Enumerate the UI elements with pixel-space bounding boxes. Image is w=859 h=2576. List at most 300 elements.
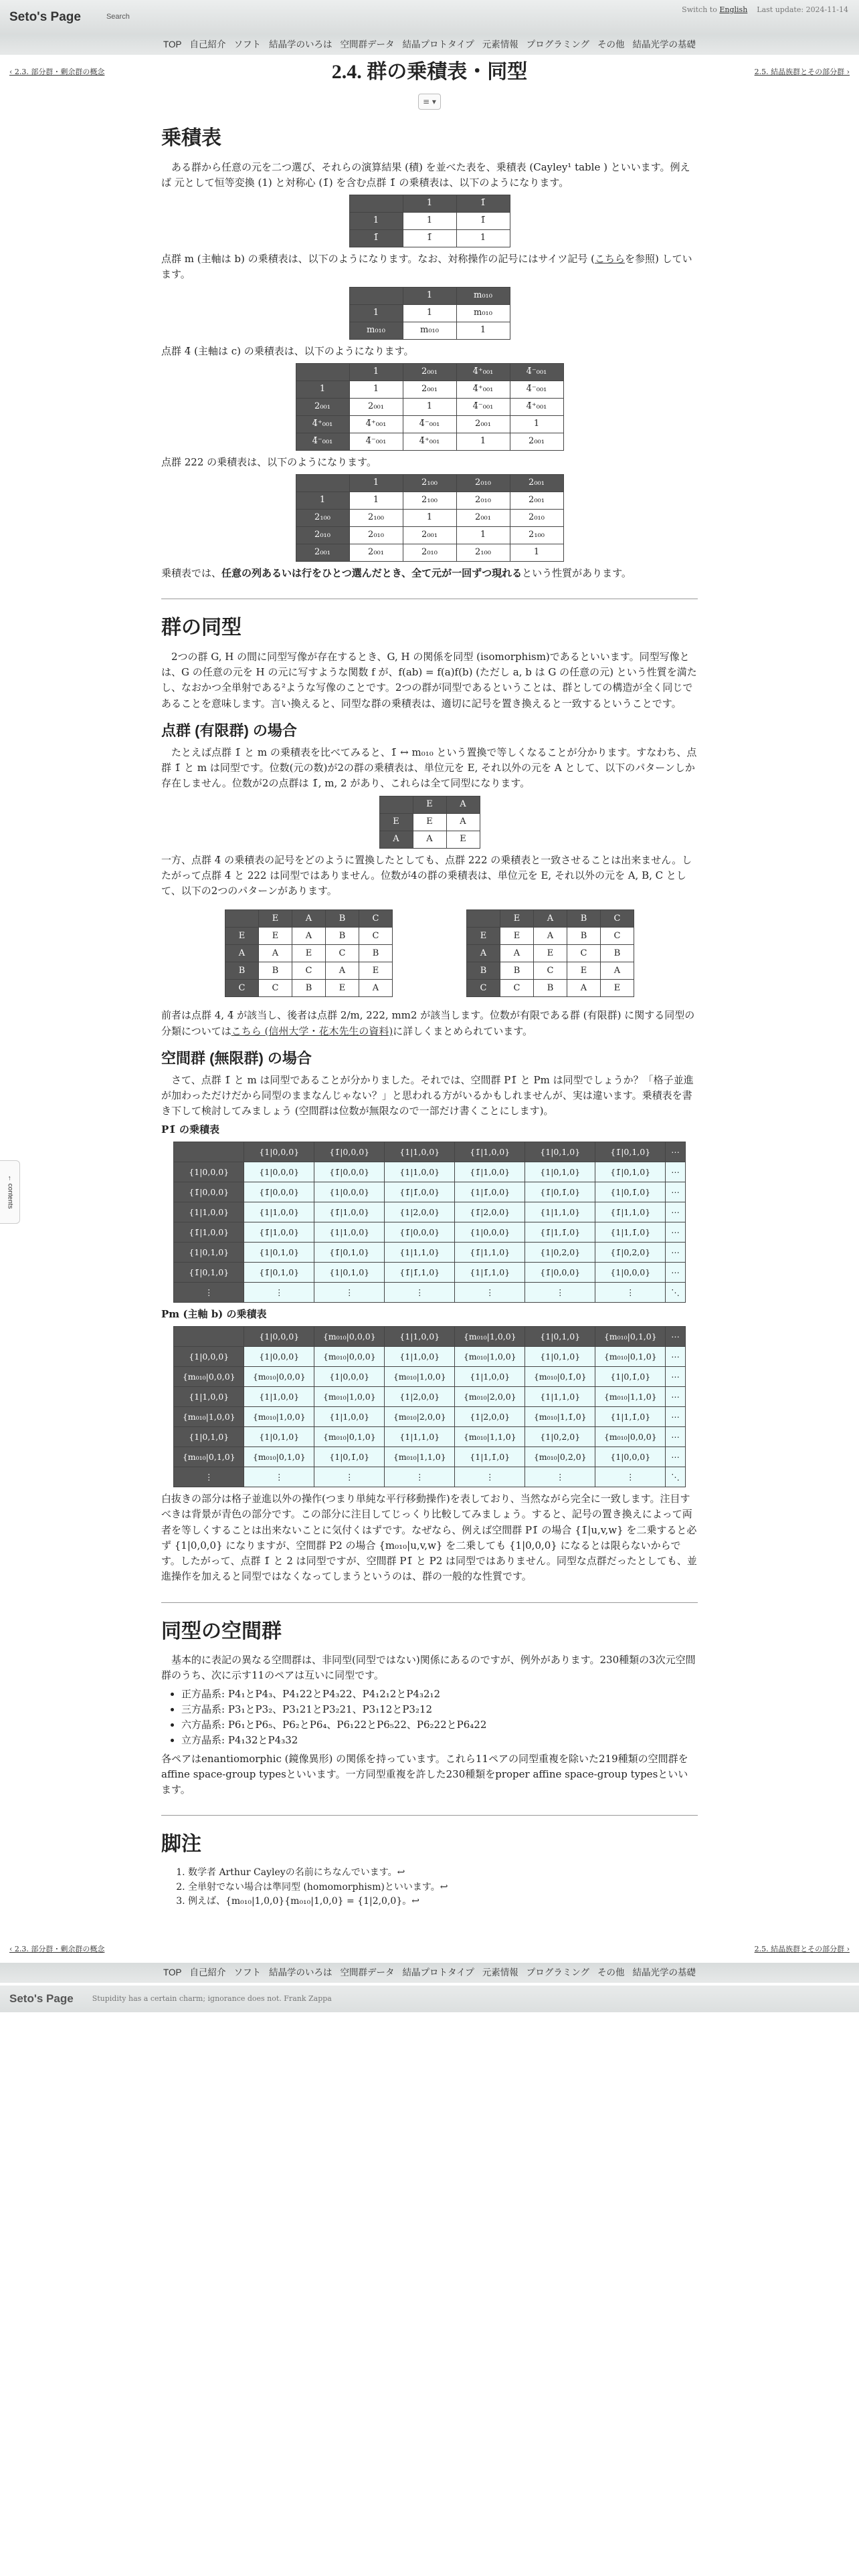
nav-item[interactable]: TOP [163, 39, 182, 49]
nav-item[interactable]: 空間群データ [340, 39, 395, 49]
table-row [296, 475, 563, 492]
order4-cyclic-table [225, 909, 393, 997]
table-cell: ⋯ [666, 1367, 686, 1387]
table-cell: E [359, 962, 393, 980]
table-cell: {1|0,2,0} [525, 1242, 595, 1262]
paragraph: 点群 4̄ (主軸は c) の乗積表は、以下のようになります。 [161, 344, 414, 357]
table-cell: E [601, 980, 634, 997]
table-cell: {m₀₁₀|0,0,0} [174, 1367, 244, 1387]
table-cell: A [567, 980, 601, 997]
table-cell: 2₀₀₁ [510, 475, 563, 492]
table-cell: ⋮ [385, 1467, 455, 1487]
paragraph: 白抜きの部分は格子並進以外の操作(つまり単純な平行移動操作)を表しており、当然ながら完全に一致します。注目すべきは背景が青色の部分です。この部分に注目してじっくり比較してみましょう。すると、記号の置き換えによって両者を等しくすることは出来ないことに気付くはずです。なぜなら、例えば空間群 P1̄ の場合 {1̄|u,v,w} を二乗すると必ず {1|0,0,0} になりますが、空間群 P2 の場合 {m₀₁₀|u,v,w} を二乗しても {1|0,0,0} になるとは限らないからです。したがって、点群 1̄ と 2 は同型ですが、空間群 P1̄ と P2 は同型ではありません。同型な点群だったとしても、並進操作を加えると同型ではなくなってしまうというのは、群の一般的な性質です。 [161, 1493, 697, 1583]
table-row [349, 195, 510, 213]
nav-item[interactable]: 結晶プロトタイプ [402, 39, 474, 49]
table-row [296, 363, 563, 381]
table-cell: 4̄⁻₀₀₁ [510, 381, 563, 398]
table-cell: B [567, 910, 601, 928]
next-page-link-bottom[interactable]: 2.5. 結晶族群とその部分群 › [754, 1945, 850, 1954]
table-cell: 2₀₀₁ [403, 381, 456, 398]
paragraph: 基本的に表記の異なる空間群は、非同型(同型ではない)関係にあるのですが、例外があります。230種類の3次元空間群のうち、次に示す11のペアは互いに同型です。 [161, 1654, 696, 1682]
table-cell: {1|1,0,0} [174, 1387, 244, 1407]
table-row [296, 544, 563, 562]
language-switch-link[interactable]: English [719, 5, 748, 14]
table-cell: C [359, 928, 393, 945]
table-cell: {1̄|2,0,0} [455, 1202, 525, 1222]
table-cell: {1|2,0,0} [385, 1387, 455, 1407]
table-cell: {1̄|0,0,0} [174, 1182, 244, 1202]
global-nav-bottom [0, 1963, 859, 1983]
table-cell: 4̄⁻₀₀₁ [456, 398, 510, 415]
nav-item[interactable]: ソフト [233, 1967, 261, 1977]
table-cell: ⋯ [666, 1162, 686, 1182]
table-row [467, 910, 634, 928]
table-cell: {m₀₁₀|0,0,0} [244, 1367, 314, 1387]
table-cell: ⋱ [666, 1467, 686, 1487]
table-cell: {m₀₁₀|0,0,0} [314, 1327, 385, 1347]
table-cell: 1 [510, 415, 563, 433]
table-cell: {1̄|0,0,0} [525, 1262, 595, 1282]
table-row [225, 945, 393, 962]
table-cell: 1 [456, 322, 510, 339]
footer [0, 1985, 859, 2012]
table-cell: ⋮ [525, 1467, 595, 1487]
table-cell: {1̄|0,1̄,0} [525, 1182, 595, 1202]
table-cell: {1|1,1,0} [385, 1242, 455, 1262]
table-cell: 4̄⁺₀₀₁ [510, 398, 563, 415]
table-cell: E [413, 796, 446, 813]
nav-item[interactable]: TOP [163, 1967, 182, 1977]
table-cell: 4̄⁻₀₀₁ [403, 415, 456, 433]
table-cell: {1|0,1,0} [525, 1347, 595, 1367]
prev-page-link-bottom[interactable]: ‹ 2.3. 部分群・剰余群の概念 [9, 1945, 105, 1954]
nav-item[interactable]: 元素情報 [482, 39, 518, 49]
footnotes-list [188, 1866, 698, 1909]
table-cell: {1̄|0,0,0} [385, 1222, 455, 1242]
table-cell: 2₀₀₁ [456, 415, 510, 433]
paragraph: 各ペアはenantiomorphic (鏡像異形) の関係を持っています。これら11ペアの同型重複を除いた219種類の空間群をaffine space-group typesといいます。一方同型重複を許した230種類をproper affine space-group typesといいます。 [161, 1752, 688, 1796]
table-row [225, 928, 393, 945]
table-cell: E [467, 928, 500, 945]
switch-prefix: Switch to [682, 5, 717, 14]
top-bar [0, 0, 859, 35]
table-cell: ⋯ [666, 1387, 686, 1407]
table-cell: {m₀₁₀|0,1,0} [314, 1427, 385, 1447]
table-cell: {1|1,0,0} [314, 1407, 385, 1427]
table-cell: C [292, 962, 326, 980]
table-cell: 1 [349, 492, 403, 510]
table-cell: {m₀₁₀|0,1,0} [244, 1447, 314, 1467]
table-cell: E [534, 945, 567, 962]
table-cell: C [467, 980, 500, 997]
table-cell: {1|0,0,0} [314, 1182, 385, 1202]
table-cell: E [500, 928, 534, 945]
table-cell: ⋯ [666, 1327, 686, 1347]
section-title-isomorphism: 群の同型 [161, 617, 242, 639]
table-cell: B [225, 962, 259, 980]
table-cell: B [567, 928, 601, 945]
footnote[interactable]: 2. 全単射でない場合は準同型 (homomorphism)といいます。↩ [188, 1881, 698, 1895]
shinshu-reference-link[interactable]: こちら (信州大学・花木先生の資料) [231, 1025, 393, 1037]
table-cell: {m₀₁₀|0,1,0} [595, 1347, 666, 1367]
nav-item[interactable]: 空間群データ [340, 1967, 395, 1977]
footer-quote: Stupidity has a certain charm; ignorance does not. Frank Zappa [92, 1994, 332, 2004]
paragraph: 一方、点群 4̄ の乗積表の記号をどのように置換したとしても、点群 222 の乗積表と一致させることは出来ません。したがって点群 4̄ と 222 は同型ではありません。位数が4の群の乗積表は、単位元を E, それ以外の元を A, B, C として、以下の2つのパターンがあります。 [161, 853, 692, 897]
table-cell [174, 1327, 244, 1347]
table-cell: C [601, 910, 634, 928]
table-cell: 4̄⁻₀₀₁ [510, 363, 563, 381]
table-cell: 1 [456, 230, 510, 247]
table-cell: {m₀₁₀|0,1,0} [595, 1327, 666, 1347]
table-cell: {1|0,1,0} [244, 1242, 314, 1262]
table-row [174, 1427, 686, 1447]
table-cell: A [534, 928, 567, 945]
nav-item[interactable]: 自己紹介 [189, 39, 226, 49]
table-cell: 2₀₁₀ [296, 527, 349, 544]
table-cell: {m₀₁₀|1,1,0} [385, 1447, 455, 1467]
table-cell: 2₀₀₁ [349, 544, 403, 562]
table-cell: 4̄⁺₀₀₁ [456, 381, 510, 398]
nav-item[interactable]: 結晶光学の基礎 [632, 39, 696, 49]
table-cell: A [379, 831, 413, 848]
table-cell: C [500, 980, 534, 997]
table-cell [467, 910, 500, 928]
table-cell: ⋮ [244, 1467, 314, 1487]
cayley-table-p1bar [173, 1142, 686, 1303]
paragraph: 点群 222 の乗積表は、以下のようになります。 [161, 455, 377, 468]
table-row [296, 527, 563, 544]
table-cell: A [292, 910, 326, 928]
table-cell: {1|0,1,0} [525, 1162, 595, 1182]
table-cell: C [601, 928, 634, 945]
table-row [174, 1447, 686, 1467]
table-cell: A [413, 831, 446, 848]
table-cell: 1̄ [403, 230, 456, 247]
table-cell: 1 [403, 398, 456, 415]
table-cell: B [601, 945, 634, 962]
table-cell: B [500, 962, 534, 980]
table-cell: {1̄|0,1,0} [244, 1262, 314, 1282]
table-cell: A [500, 945, 534, 962]
table-cell: {1̄|0,0,0} [314, 1162, 385, 1182]
table-cell: 2₀₁₀ [456, 475, 510, 492]
table-cell: C [359, 910, 393, 928]
table-cell: 2₀₀₁ [349, 398, 403, 415]
table-cell [296, 475, 349, 492]
table-cell: 2₁₀₀ [296, 510, 349, 527]
table-cell [225, 910, 259, 928]
table-cell: {m₀₁₀|1,0,0} [455, 1327, 525, 1347]
table-cell: 1 [296, 492, 349, 510]
table-cell: A [446, 796, 480, 813]
table-cell: 1 [403, 213, 456, 230]
nav-item[interactable]: その他 [597, 1967, 625, 1977]
table-cell: {1|1,0,0} [455, 1367, 525, 1387]
table-cell: 2₀₀₁ [510, 492, 563, 510]
table-cell: 4̄⁺₀₀₁ [349, 415, 403, 433]
table-cell: ⋯ [666, 1242, 686, 1262]
table-cell: {1|0,0,0} [244, 1347, 314, 1367]
table-cell: {1|1,0,0} [244, 1202, 314, 1222]
table-cell: 1 [456, 433, 510, 450]
subsection-title-infinite: 空間群 (無限群) の場合 [161, 1049, 312, 1067]
table-cell: E [413, 813, 446, 831]
table-cell: {m₀₁₀|2,0,0} [385, 1407, 455, 1427]
table-cell: ⋮ [525, 1282, 595, 1302]
nav-item[interactable]: 元素情報 [482, 1967, 518, 1977]
bold-text: 任意の列あるいは行をひとつ選んだとき、全て元が一回ずつ現れる [221, 567, 522, 579]
table-row [174, 1242, 686, 1262]
search-link[interactable]: Search [106, 13, 130, 21]
table-cell: {1|0,1̄,0} [314, 1447, 385, 1467]
table-cell: A [601, 962, 634, 980]
table-row [225, 980, 393, 997]
table-cell: A [446, 813, 480, 831]
nav-item[interactable]: 結晶プロトタイプ [402, 1967, 474, 1977]
paragraph [161, 251, 698, 283]
table-row [467, 928, 634, 945]
table-row [174, 1347, 686, 1367]
table-cell: 1 [296, 381, 349, 398]
table-caption-p1bar: P1̄ の乗積表 [161, 1123, 219, 1136]
table-cell: E [292, 945, 326, 962]
table-cell: {1|1,1̄,0} [455, 1447, 525, 1467]
table-row [467, 962, 634, 980]
table-cell: {1̄|0,0,0} [314, 1142, 385, 1162]
table-cell: E [567, 962, 601, 980]
table-cell: 1̄ [456, 213, 510, 230]
table-cell: 2₁₀₀ [403, 492, 456, 510]
prev-page-link[interactable]: ‹ 2.3. 部分群・剰余群の概念 [9, 68, 105, 77]
table-cell: {1|2,0,0} [385, 1202, 455, 1222]
paragraph: さて、点群 1̄ と m は同型であることが分かりました。それでは、空間群 P1̄ と Pm は同型でしょうか？「格子並進が加わっただけだから同型のままなんじゃない？」と思われる方がいるかもしれませんが、実は違います。乗積表を書き下して検討してみましょう (空間群は位数が無限なので一部だけ書くことにします)。 [161, 1073, 694, 1117]
table-cell: ⋮ [244, 1282, 314, 1302]
table-cell: m₀₁₀ [403, 322, 456, 339]
table-row [349, 230, 510, 247]
table-row [349, 304, 510, 322]
table-row [174, 1282, 686, 1302]
table-cell: {m₀₁₀|1,0,0} [455, 1347, 525, 1367]
contents-side-tab[interactable]: ← contents [0, 1160, 20, 1224]
table-cell: B [326, 928, 359, 945]
table-cell: {1̄|0,0,0} [244, 1182, 314, 1202]
cayley-table-m [349, 287, 510, 340]
footnote[interactable]: 1. 数学者 Arthur Cayleyの名前にちなんでいます。↩ [188, 1866, 698, 1881]
list-item: • 三方晶系: P3₁とP3₂、P3₁21とP3₂21、P3₁12とP3₂12 [181, 1702, 698, 1717]
table-row [174, 1367, 686, 1387]
nav-item[interactable]: ソフト [233, 39, 261, 49]
table-cell: {1̄|1,1,0} [595, 1202, 666, 1222]
site-title[interactable]: Seto's Page [9, 10, 81, 25]
main-content [161, 123, 698, 1909]
next-page-link[interactable]: 2.5. 結晶族群とその部分群 › [754, 68, 850, 77]
seitz-symbol-link[interactable]: こちら [594, 253, 625, 265]
table-cell: {1|1,0,0} [314, 1222, 385, 1242]
footnote[interactable]: 3. 例えば、{m₀₁₀|1,0,0}{m₀₁₀|1,0,0} = {1|2,0,0}。↩ [188, 1895, 698, 1909]
table-cell: ⋮ [314, 1467, 385, 1487]
nav-item[interactable]: その他 [597, 39, 625, 49]
table-row [174, 1182, 686, 1202]
table-cell: {m₀₁₀|0,1,0} [174, 1447, 244, 1467]
nav-item[interactable]: プログラミング [526, 1967, 590, 1977]
paragraph: 2つの群 G, H の間に同型写像が存在するとき、G, H の関係を同型 (isomorphism)であるといいます。同型写像とは、G の任意の元を H の元に写すような関数 f が、f(ab) = f(a)f(b) (ただし a, b は G の任意の元) という性質を満たし、なおかつ全単射である²ような写像のことです。2つの群が同型であるということは、群としての構造が全く同じであることを意味します。言い換えると、同型な群の乗積表は、適切に記号を置き換えると一致するということです。 [161, 650, 697, 710]
table-caption-pm: Pm (主軸 b) の乗積表 [161, 1307, 267, 1320]
table-cell: {m₀₁₀|2,0,0} [455, 1387, 525, 1407]
table-cell: 1 [403, 195, 456, 213]
table-cell: ⋮ [385, 1282, 455, 1302]
table-cell: 1̄ [349, 230, 403, 247]
list-item: • 六方晶系: P6₁とP6₅、P6₂とP6₄、P6₁22とP6₅22、P6₂22とP6₄22 [181, 1717, 698, 1733]
table-cell: ⋮ [314, 1282, 385, 1302]
table-cell: ⋯ [666, 1222, 686, 1242]
table-cell: E [259, 928, 292, 945]
table-cell: {1|1̄,1,0} [455, 1262, 525, 1282]
order4-klein-table [466, 909, 634, 997]
table-cell: ⋮ [455, 1467, 525, 1487]
table-cell: {1|0,0,0} [244, 1327, 314, 1347]
table-cell: {1̄|0,2,0} [595, 1242, 666, 1262]
table-cell: 4̄⁻₀₀₁ [296, 433, 349, 450]
isomorphic-pairs-list [181, 1687, 698, 1749]
nav-item[interactable]: 結晶学のいろは [268, 1967, 332, 1977]
table-cell: {1|1,1,0} [385, 1427, 455, 1447]
table-cell: C [225, 980, 259, 997]
table-cell: 2₀₀₁ [403, 527, 456, 544]
table-cell: 2₀₁₀ [349, 527, 403, 544]
table-cell: {1|1,0,0} [385, 1347, 455, 1367]
table-cell [296, 363, 349, 381]
table-cell: {m₀₁₀|1,0,0} [314, 1387, 385, 1407]
table-cell: 2₀₀₁ [456, 510, 510, 527]
table-cell: {m₀₁₀|1,0,0} [174, 1407, 244, 1427]
paragraph: たとえば点群 1̄ と m の乗積表を比べてみると、1̄ ↔ m₀₁₀ という置換で等しくなることが分かります。すなわち、点群 1̄ と m は同型です。位数(元の数)が2の群の乗積表は、単位元を E, それ以外の元を A として、以下のパターンしか存在しません。位数が2の点群は 1̄, m, 2 があり、これらは全て同型になります。 [161, 746, 697, 790]
last-update: Last update: 2024-11-14 [757, 5, 848, 14]
table-cell: 1 [349, 363, 403, 381]
table-cell: A [259, 945, 292, 962]
table-row [174, 1387, 686, 1407]
table-cell: B [259, 962, 292, 980]
table-cell: 1 [349, 304, 403, 322]
cayley-table-222 [296, 474, 564, 562]
table-cell: {1|0,1,0} [525, 1142, 595, 1162]
table-cell: 2₁₀₀ [403, 475, 456, 492]
table-cell: 1 [456, 527, 510, 544]
table-cell: A [326, 962, 359, 980]
table-cell: 4̄⁻₀₀₁ [349, 433, 403, 450]
table-cell: 4̄⁺₀₀₁ [296, 415, 349, 433]
cayley-table-1bar [349, 195, 510, 247]
table-cell: E [446, 831, 480, 848]
table-cell: E [326, 980, 359, 997]
table-cell: m₀₁₀ [456, 304, 510, 322]
table-cell: B [292, 980, 326, 997]
table-cell: {1̄|0,1,0} [314, 1242, 385, 1262]
table-cell: 2₁₀₀ [349, 510, 403, 527]
table-cell: {1|1,1,0} [525, 1202, 595, 1222]
table-cell: {1|1,1,0} [525, 1387, 595, 1407]
table-row [296, 398, 563, 415]
table-cell: {1|0,1,0} [174, 1242, 244, 1262]
table-cell: {1|0,0,0} [174, 1347, 244, 1367]
paragraph: ある群から任意の元を二つ選び、それらの演算結果 (積) を並べた表を、乗積表 (Cayley¹ table ) といいます。例えば 元として恒等変換 (1) と対称心 (1̄) を含む点群 1̄ の乗積表は、以下のようになります。 [161, 160, 690, 189]
table-cell: E [500, 910, 534, 928]
cayley-table-4bar [296, 363, 564, 451]
section-title-multiplication-table: 乗積表 [161, 127, 221, 149]
top-right-info [682, 4, 848, 15]
table-cell: {1̄|0,1,0} [595, 1162, 666, 1182]
nav-item[interactable]: 結晶光学の基礎 [632, 1967, 696, 1977]
page-title: 2.4. 群の乗積表・同型 [331, 60, 528, 83]
nav-item[interactable]: プログラミング [526, 39, 590, 49]
page-nav-top [0, 55, 859, 90]
table-row [296, 492, 563, 510]
table-cell: ⋮ [455, 1282, 525, 1302]
table-row [174, 1222, 686, 1242]
toc-toggle-button[interactable]: ≡ ▾ [418, 94, 441, 110]
table-cell: {1|0,1,0} [174, 1427, 244, 1447]
table-cell: {1|0,0,0} [244, 1142, 314, 1162]
table-row [174, 1467, 686, 1487]
table-row [467, 980, 634, 997]
table-cell: ⋯ [666, 1262, 686, 1282]
table-cell: {1|0,2,0} [525, 1427, 595, 1447]
table-cell: A [359, 980, 393, 997]
table-cell: {1|1̄,0,0} [455, 1182, 525, 1202]
table-cell: {1̄|1̄,1,0} [385, 1262, 455, 1282]
paragraph [161, 566, 698, 581]
divider [161, 1815, 698, 1816]
table-cell: {1|0,1̄,0} [595, 1367, 666, 1387]
table-row [174, 1407, 686, 1427]
table-cell: 2₀₁₀ [456, 492, 510, 510]
table-cell: m₀₁₀ [456, 287, 510, 304]
table-cell: 1 [403, 304, 456, 322]
table-row [225, 910, 393, 928]
table-cell: 2₁₀₀ [456, 544, 510, 562]
table-cell: {1|0,1,0} [525, 1327, 595, 1347]
page-nav-bottom [0, 1936, 859, 1963]
table-row [296, 415, 563, 433]
table-row [379, 796, 480, 813]
table-cell: {m₀₁₀|0,1̄,0} [525, 1367, 595, 1387]
table-cell: {1|0,0,0} [244, 1162, 314, 1182]
table-cell: {m₀₁₀|1,0,0} [385, 1367, 455, 1387]
table-cell: E [379, 813, 413, 831]
table-cell: 4̄⁺₀₀₁ [403, 433, 456, 450]
order4-tables [188, 905, 671, 1001]
order2-group-table [379, 796, 480, 849]
table-cell: ⋮ [595, 1467, 666, 1487]
divider [161, 1602, 698, 1603]
nav-item[interactable]: 自己紹介 [189, 1967, 226, 1977]
table-cell: C [567, 945, 601, 962]
table-cell: ⋯ [666, 1182, 686, 1202]
section-title-footnotes: 脚注 [161, 1833, 201, 1856]
list-item: • 正方晶系: P4₁とP4₃、P4₁22とP4₃22、P4₁2₁2とP4₃2₁2 [181, 1687, 698, 1702]
table-cell: 2₀₀₁ [510, 433, 563, 450]
table-cell: ⋯ [666, 1407, 686, 1427]
table-cell: E [225, 928, 259, 945]
table-cell: {m₀₁₀|0,0,0} [314, 1347, 385, 1367]
table-cell: {1̄|1,0,0} [455, 1162, 525, 1182]
table-cell: {1̄|1,1̄,0} [525, 1222, 595, 1242]
table-cell: {1|0,0,0} [455, 1222, 525, 1242]
table-row [296, 381, 563, 398]
text: 前者は点群 4, 4̄ が該当し、後者は点群 2/m, 222, mm2 が該当します。位数が有限である群 (有限群) に関する同型の分類については [161, 1009, 695, 1037]
nav-item[interactable]: 結晶学のいろは [268, 39, 332, 49]
table-cell: {1|1,0,0} [385, 1327, 455, 1347]
footer-title[interactable]: Seto's Page [9, 1992, 74, 2005]
